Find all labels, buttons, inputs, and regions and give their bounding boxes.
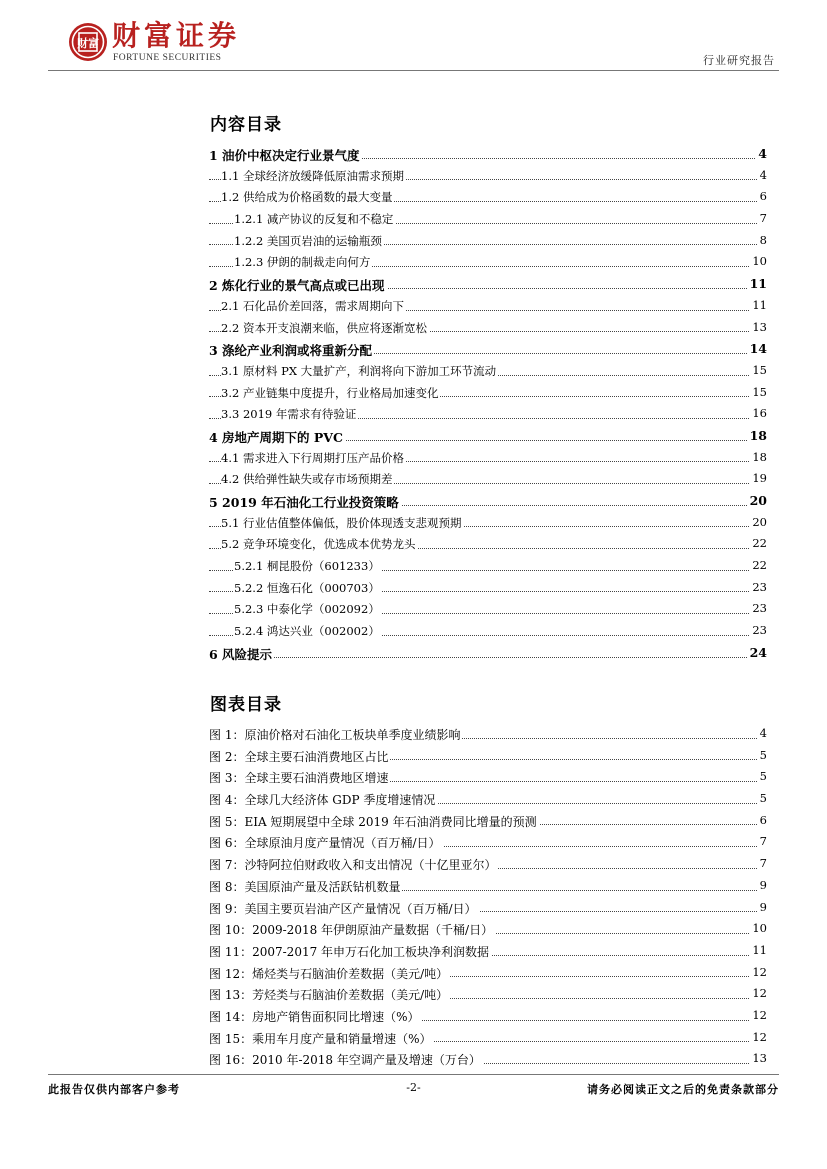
figures-title: 图表目录 bbox=[210, 695, 282, 715]
contents-title: 内容目录 bbox=[210, 115, 282, 135]
figure-entry-label: 图 10：2009-2018 年伊朗原油产量数据（千桶/日） bbox=[209, 923, 494, 938]
toc-entry-page: 18 bbox=[752, 449, 767, 464]
figure-entry-label: 图 11：2007-2017 年申万石化加工板块净利润数据 bbox=[209, 944, 490, 959]
toc-entry-page: 4 bbox=[758, 146, 767, 161]
toc-entry-label: 3.3 2019 年需求有待验证 bbox=[221, 407, 357, 422]
toc-entry-label: 4.1 需求进入下行周期打压产品价格 bbox=[221, 450, 404, 465]
figure-entry-label: 图 5：EIA 短期展望中全球 2019 年石油消费同比增量的预测 bbox=[209, 814, 537, 829]
toc-entry-label: 1.2 供给成为价格函数的最大变量 bbox=[221, 190, 393, 205]
figure-entry-label: 图 3：全球主要石油消费地区增速 bbox=[209, 771, 389, 786]
figure-entry[interactable] bbox=[209, 788, 767, 810]
toc-entry[interactable] bbox=[209, 317, 767, 339]
figure-entry-page: 9 bbox=[759, 899, 767, 914]
figure-entry-page: 13 bbox=[752, 1051, 767, 1066]
toc-entry[interactable] bbox=[209, 143, 767, 165]
figure-entry-label: 图 6：全球原油月度产量情况（百万桶/日） bbox=[209, 836, 441, 851]
company-name-cn: 财富证券 bbox=[112, 19, 241, 52]
figure-entry-page: 5 bbox=[759, 769, 767, 784]
svg-text:财富: 财富 bbox=[77, 37, 99, 50]
toc-entry-page: 13 bbox=[752, 319, 767, 334]
figure-entry[interactable] bbox=[209, 940, 767, 962]
figure-entry-label: 图 8：美国原油产量及活跃钻机数量 bbox=[209, 879, 401, 894]
figure-entry[interactable] bbox=[209, 723, 767, 745]
toc-entry[interactable] bbox=[209, 338, 767, 360]
toc-entry[interactable] bbox=[209, 165, 767, 187]
figure-entry[interactable] bbox=[209, 1027, 767, 1049]
toc-entry-label: 5 2019 年石油化工行业投资策略 bbox=[209, 495, 399, 510]
figure-entry-label: 图 2：全球主要石油消费地区占比 bbox=[209, 749, 389, 764]
toc-entry[interactable] bbox=[209, 425, 767, 447]
figure-entry-page: 5 bbox=[759, 791, 767, 806]
header-divider bbox=[48, 70, 779, 71]
toc-entry-label: 3.2 产业链集中度提升，行业格局加速变化 bbox=[221, 385, 439, 400]
toc-entry[interactable] bbox=[209, 230, 767, 252]
toc-entry[interactable] bbox=[209, 360, 767, 382]
figure-entry-page: 6 bbox=[759, 812, 767, 827]
figure-entry[interactable] bbox=[209, 875, 767, 897]
toc-entry-label: 2.1 石化品价差回落，需求周期向下 bbox=[221, 298, 404, 313]
toc-entry[interactable] bbox=[209, 295, 767, 317]
toc-entry[interactable] bbox=[209, 186, 767, 208]
figure-entry-page: 12 bbox=[752, 964, 767, 979]
company-logo-icon bbox=[68, 22, 108, 62]
figure-entry-page: 7 bbox=[759, 856, 767, 871]
toc-entry-page: 16 bbox=[752, 406, 767, 421]
figure-entry[interactable] bbox=[209, 1048, 767, 1070]
figure-entry[interactable] bbox=[209, 962, 767, 984]
toc-entry-page: 22 bbox=[752, 558, 767, 573]
toc-entry-label: 5.2 竞争环境变化，优选成本优势龙头 bbox=[221, 537, 416, 552]
toc-entry-label: 5.2.4 鸿达兴业（002002） bbox=[234, 624, 380, 639]
dot-leader bbox=[209, 657, 767, 658]
toc-entry-label: 1.2.3 伊朗的制裁走向何方 bbox=[234, 255, 371, 270]
figure-entry-label: 图 4：全球几大经济体 GDP 季度增速情况 bbox=[209, 793, 436, 808]
toc-entry[interactable] bbox=[209, 490, 767, 512]
toc-entry[interactable] bbox=[209, 555, 767, 577]
footer-notice: 请务必阅读正文之后的免责条款部分 bbox=[587, 1083, 779, 1096]
toc-entry[interactable] bbox=[209, 533, 767, 555]
figure-entry[interactable] bbox=[209, 810, 767, 832]
figure-entry-label: 图 13：芳烃类与石脑油价差数据（美元/吨） bbox=[209, 988, 449, 1003]
figure-entry[interactable] bbox=[209, 745, 767, 767]
toc-entry-label: 5.2.1 桐昆股份（601233） bbox=[234, 559, 380, 574]
toc-entry-page: 4 bbox=[759, 167, 767, 182]
footer-disclaimer: 此报告仅供内部客户参考 bbox=[48, 1083, 180, 1096]
toc-entry-label: 3 涤纶产业利润或将重新分配 bbox=[209, 343, 373, 359]
figure-entry[interactable] bbox=[209, 853, 767, 875]
toc-entry[interactable] bbox=[209, 403, 767, 425]
figure-entry-label: 图 15：乘用车月度产量和销量增速（%） bbox=[209, 1031, 432, 1046]
toc-entry-page: 15 bbox=[752, 384, 767, 399]
figure-entry-label: 图 16：2010 年-2018 年空调产量及增速（万台） bbox=[209, 1053, 481, 1068]
toc-entry-label: 5.1 行业估值整体偏低，股价体现透支悲观预期 bbox=[221, 515, 462, 530]
toc-entry-label: 4 房地产周期下的 PVC bbox=[209, 429, 343, 445]
figure-entry-label: 图 1：原油价格对石油化工板块单季度业绩影响 bbox=[209, 728, 461, 742]
figure-entry[interactable] bbox=[209, 831, 767, 853]
figure-entry[interactable] bbox=[209, 983, 767, 1005]
footer-divider bbox=[48, 1074, 779, 1075]
page-header bbox=[0, 0, 827, 72]
toc-entry-page: 23 bbox=[752, 623, 767, 638]
report-type-label: 行业研究报告 bbox=[703, 54, 775, 67]
toc-entry-page: 24 bbox=[749, 644, 767, 660]
toc-entry-label: 3.1 原材料 PX 大量扩产，利润将向下游加工环节流动 bbox=[221, 363, 497, 378]
toc-entry-label: 2.2 资本开支浪潮来临，供应将逐渐宽松 bbox=[221, 320, 427, 335]
figure-entry-page: 11 bbox=[752, 942, 767, 957]
figure-entry[interactable] bbox=[209, 766, 767, 788]
toc-entry-page: 8 bbox=[759, 232, 767, 247]
toc-entry[interactable] bbox=[209, 208, 767, 230]
figure-entry[interactable] bbox=[209, 918, 767, 940]
toc-entry-page: 10 bbox=[752, 254, 767, 269]
figure-entry-label: 图 9：美国主要页岩油产区产量情况（百万桶/日） bbox=[209, 901, 477, 916]
toc-entry[interactable] bbox=[209, 251, 767, 273]
company-name-en: FORTUNE SECURITIES bbox=[113, 53, 222, 63]
toc-entry-label: 1.1 全球经济放缓降低原油需求预期 bbox=[221, 168, 404, 183]
toc-entry[interactable] bbox=[209, 273, 767, 295]
figure-entry-page: 12 bbox=[752, 1007, 767, 1022]
figure-entry-page: 10 bbox=[752, 921, 767, 936]
toc-entry-page: 14 bbox=[749, 341, 767, 357]
figure-entry-label: 图 12：烯烃类与石脑油价差数据（美元/吨） bbox=[209, 966, 449, 981]
toc-entry-page: 20 bbox=[749, 493, 767, 508]
toc-entry-label: 2 炼化行业的景气高点或已出现 bbox=[209, 278, 385, 294]
figure-entry-label: 图 7：沙特阿拉伯财政收入和支出情况（十亿里亚尔） bbox=[209, 858, 497, 873]
toc-entry-page: 11 bbox=[752, 297, 767, 312]
toc-entry-page: 6 bbox=[759, 189, 767, 204]
toc-entry-page: 15 bbox=[752, 362, 767, 377]
toc-entry[interactable] bbox=[209, 577, 767, 599]
figure-entry-page: 9 bbox=[759, 877, 767, 892]
figure-entry[interactable] bbox=[209, 897, 767, 919]
toc-entry-page: 20 bbox=[752, 514, 767, 529]
toc-entry-label: 6 风险提示 bbox=[209, 646, 273, 662]
toc-entry-page: 22 bbox=[752, 536, 767, 551]
toc-entry-label: 5.2.2 恒逸石化（000703） bbox=[234, 580, 380, 595]
toc-entry-page: 23 bbox=[752, 579, 767, 594]
toc-entry-page: 18 bbox=[749, 427, 767, 443]
toc-entry-page: 11 bbox=[749, 276, 767, 292]
figure-entry-page: 5 bbox=[759, 747, 767, 762]
figure-entry-label: 图 14：房地产销售面积同比增速（%） bbox=[209, 1009, 420, 1024]
toc-entry-page: 23 bbox=[752, 601, 767, 616]
toc-entry-page: 7 bbox=[759, 211, 767, 226]
figure-entry-page: 12 bbox=[752, 1029, 767, 1044]
contents-list bbox=[209, 143, 767, 664]
toc-entry[interactable] bbox=[209, 447, 767, 469]
toc-entry-label: 1.2.1 减产协议的反复和不稳定 bbox=[234, 212, 394, 227]
page-number: -2- bbox=[406, 1081, 421, 1094]
toc-entry[interactable] bbox=[209, 512, 767, 534]
figure-entry-page: 4 bbox=[759, 726, 767, 740]
toc-entry[interactable] bbox=[209, 642, 767, 664]
toc-entry[interactable] bbox=[209, 620, 767, 642]
figure-entry-page: 12 bbox=[752, 986, 767, 1001]
toc-entry-page: 19 bbox=[752, 471, 767, 486]
toc-entry-label: 1.2.2 美国页岩油的运输瓶颈 bbox=[234, 233, 382, 248]
toc-entry[interactable] bbox=[209, 382, 767, 404]
toc-entry-label: 4.2 供给弹性缺失或存市场预期差 bbox=[221, 472, 393, 487]
toc-entry-label: 5.2.3 中泰化学（002092） bbox=[234, 602, 380, 617]
toc-entry-label: 1 油价中枢决定行业景气度 bbox=[209, 148, 360, 163]
figure-entry-page: 7 bbox=[759, 834, 767, 849]
figure-entry[interactable] bbox=[209, 1005, 767, 1027]
toc-entry[interactable] bbox=[209, 598, 767, 620]
figures-list bbox=[209, 723, 767, 1070]
toc-entry[interactable] bbox=[209, 468, 767, 490]
